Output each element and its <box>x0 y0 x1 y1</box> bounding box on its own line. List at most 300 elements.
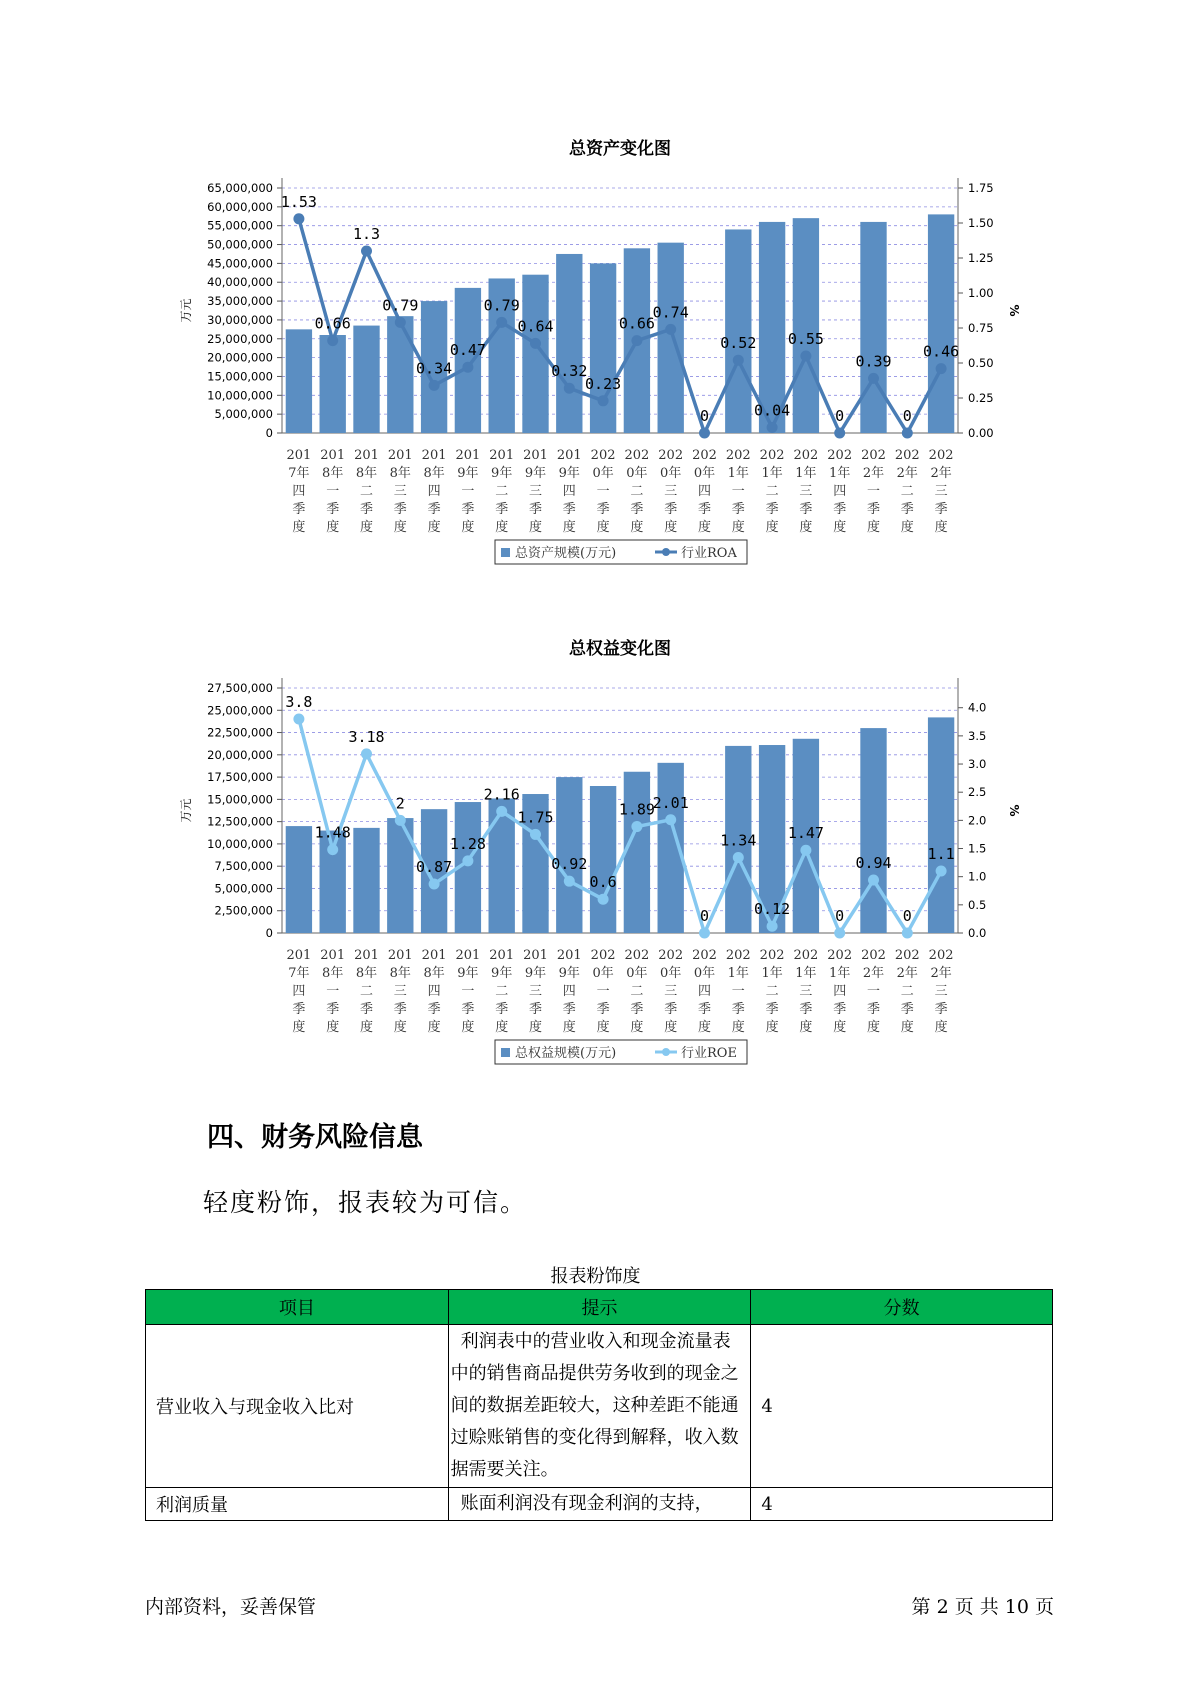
x-tick-label: 三 <box>528 984 543 999</box>
x-tick-label: 0年 <box>592 466 614 481</box>
line-point <box>767 921 778 932</box>
y-tick-label: 5,000,000 <box>214 407 273 422</box>
x-tick-label: 202 <box>793 448 819 463</box>
y-tick-label: 30,000,000 <box>207 312 273 327</box>
x-tick-label: 202 <box>827 448 853 463</box>
x-tick-label: 7年 <box>288 966 310 981</box>
y2-tick-label: 4.0 <box>968 700 987 715</box>
x-tick-label: 202 <box>590 448 616 463</box>
y2-tick-label: 0.25 <box>968 391 994 405</box>
line-point <box>733 852 744 863</box>
x-tick-label: 四 <box>427 984 441 999</box>
x-tick-label: 0年 <box>693 466 716 481</box>
x-tick-label: 8年 <box>423 966 445 981</box>
x-tick-label: 8年 <box>389 466 411 481</box>
y2-tick-label: 3.5 <box>968 728 987 743</box>
x-tick-label: 三 <box>799 984 813 999</box>
y-tick-label: 0 <box>265 926 273 940</box>
x-tick-label: 度 <box>562 520 576 535</box>
x-tick-label: 度 <box>934 1020 948 1035</box>
y-tick-label: 2,500,000 <box>214 903 273 918</box>
x-tick-label: 2年 <box>930 966 952 981</box>
x-tick-label: 季 <box>427 502 441 517</box>
y-tick-label: 45,000,000 <box>207 256 273 271</box>
y2-tick-label: 1.00 <box>968 286 994 300</box>
y-tick-label: 12,500,000 <box>207 814 273 829</box>
x-tick-label: 202 <box>894 948 920 963</box>
line-point <box>834 928 845 939</box>
bar <box>455 288 481 433</box>
line-point <box>496 806 507 817</box>
x-tick-label: 度 <box>393 1020 407 1035</box>
x-tick-label: 季 <box>934 502 948 517</box>
y-tick-label: 50,000,000 <box>207 237 273 252</box>
x-tick-label: 度 <box>934 520 948 535</box>
legend-line-marker <box>662 1048 670 1056</box>
bar <box>860 728 886 933</box>
x-tick-label: 201 <box>523 448 548 463</box>
x-tick-label: 度 <box>664 520 678 535</box>
chart-legend <box>495 540 747 564</box>
x-tick-label: 二 <box>765 484 779 499</box>
y2-tick-label: 0.5 <box>968 897 987 912</box>
data-label: 1.34 <box>720 831 757 850</box>
bar <box>860 222 886 433</box>
x-tick-label: 201 <box>354 448 379 463</box>
header-hint: 提示 <box>448 1290 751 1325</box>
data-label: 0.66 <box>618 314 655 333</box>
x-tick-label: 度 <box>664 1020 678 1035</box>
x-tick-label: 度 <box>799 520 813 535</box>
x-tick-label: 度 <box>866 1020 881 1035</box>
y-tick-label: 35,000,000 <box>207 294 273 309</box>
legend-line-marker <box>662 548 670 556</box>
x-tick-label: 1年 <box>727 966 749 981</box>
x-tick-label: 0年 <box>660 966 682 981</box>
bar <box>725 229 751 433</box>
data-label: 1.28 <box>449 834 486 853</box>
x-tick-label: 201 <box>387 948 413 963</box>
x-tick-label: 季 <box>292 502 306 517</box>
y-tick-label: 65,000,000 <box>207 181 273 195</box>
y-tick-label: 27,500,000 <box>207 681 273 695</box>
data-label: 0.04 <box>754 401 791 420</box>
x-tick-label: 四 <box>833 484 847 499</box>
y2-tick-label: 1.75 <box>968 181 994 195</box>
bar <box>286 826 312 933</box>
line-point <box>429 380 440 391</box>
x-tick-label: 度 <box>461 520 475 535</box>
x-tick-label: 季 <box>664 502 678 517</box>
line-point <box>530 829 541 840</box>
data-label: 0.6 <box>589 873 617 892</box>
y-tick-label: 17,500,000 <box>207 770 273 785</box>
x-tick-label: 度 <box>461 1020 475 1035</box>
x-tick-label: 1年 <box>795 466 817 481</box>
data-label: 0.52 <box>720 334 757 353</box>
bar <box>793 218 819 433</box>
y-tick-label: 20,000,000 <box>207 747 273 762</box>
data-label: 0.32 <box>551 362 588 381</box>
x-tick-label: 度 <box>833 520 847 535</box>
x-tick-label: 0年 <box>626 966 648 981</box>
x-tick-label: 季 <box>359 502 374 517</box>
x-tick-label: 201 <box>489 448 515 463</box>
y-tick-label: 15,000,000 <box>207 792 273 807</box>
x-tick-label: 三 <box>528 484 543 499</box>
x-tick-label: 三 <box>393 484 407 499</box>
x-tick-label: 季 <box>359 1002 374 1017</box>
x-tick-label: 度 <box>359 520 374 535</box>
x-tick-label: 202 <box>658 948 684 963</box>
data-label: 0.92 <box>551 855 588 874</box>
legend-bar-swatch <box>501 548 510 557</box>
line-point <box>462 855 473 866</box>
x-tick-label: 8年 <box>423 466 445 481</box>
row-score: 4 <box>751 1325 1053 1488</box>
x-tick-label: 201 <box>556 948 582 963</box>
line-point <box>902 428 913 439</box>
line-point <box>936 363 947 374</box>
legend-bar-label: 总权益规模(万元) <box>515 1046 617 1061</box>
x-tick-label: 2年 <box>896 466 918 481</box>
row-hint: 利润表中的营业收入和现金流量表中的销售商品提供劳务收到的现金之间的数据差距较大，这种差距不能通过赊账销售的变化得到解释，收入数据需要关注。 <box>448 1325 751 1488</box>
x-tick-label: 7年 <box>288 466 310 481</box>
x-tick-label: 8年 <box>322 966 344 981</box>
x-tick-label: 度 <box>697 1020 712 1035</box>
x-tick-label: 201 <box>489 948 515 963</box>
y2-tick-label: 3.0 <box>968 757 987 772</box>
x-tick-label: 202 <box>861 948 886 963</box>
x-tick-label: 201 <box>286 448 312 463</box>
x-tick-label: 二 <box>765 984 779 999</box>
x-tick-label: 2年 <box>930 466 952 481</box>
x-tick-label: 季 <box>833 502 847 517</box>
data-label: 1.89 <box>618 800 655 819</box>
x-tick-label: 季 <box>495 502 509 517</box>
x-tick-label: 三 <box>393 984 407 999</box>
data-label: 1.3 <box>352 225 381 243</box>
x-tick-label: 一 <box>596 484 610 499</box>
data-label: 0.79 <box>382 296 419 315</box>
x-tick-label: 0年 <box>626 466 648 481</box>
x-tick-label: 8年 <box>355 466 378 481</box>
x-tick-label: 季 <box>393 1002 407 1017</box>
legend-line-label: 行业ROE <box>681 1046 737 1061</box>
total-assets-chart-svg <box>0 130 1191 600</box>
x-tick-label: 季 <box>461 1002 475 1017</box>
footer-page-number: 第 2 页 共 10 页 <box>911 1596 1054 1618</box>
data-label: 0.39 <box>855 352 892 371</box>
y2-tick-label: 1.5 <box>968 841 987 856</box>
line-point <box>631 821 642 832</box>
table-row <box>146 1325 1053 1488</box>
data-label: 0 <box>835 407 845 425</box>
x-tick-label: 度 <box>292 520 306 535</box>
y2-tick-label: 0.75 <box>968 321 994 335</box>
line-point <box>496 317 507 328</box>
data-label: 2 <box>395 794 405 813</box>
x-tick-label: 202 <box>624 948 650 963</box>
x-tick-label: 度 <box>630 520 644 535</box>
table-row <box>146 1488 1053 1521</box>
x-tick-label: 1年 <box>761 966 783 981</box>
x-tick-label: 一 <box>596 984 610 999</box>
x-tick-label: 二 <box>900 484 914 499</box>
data-label: 2.01 <box>652 793 689 812</box>
line-point <box>936 866 947 877</box>
line-point <box>598 894 609 905</box>
y2-tick-label: 0.00 <box>968 426 994 440</box>
x-tick-label: 二 <box>495 984 509 999</box>
data-label: 0.79 <box>483 296 520 315</box>
line-point <box>395 815 406 826</box>
y-axis-title: 万元 <box>179 298 193 323</box>
legend-line-label: 行业ROA <box>681 546 737 561</box>
x-tick-label: 0年 <box>693 966 716 981</box>
chart-title: 总权益变化图 <box>569 639 671 659</box>
line-point <box>665 814 676 825</box>
x-tick-label: 度 <box>596 1020 610 1035</box>
bar <box>320 335 346 433</box>
x-tick-label: 202 <box>658 448 684 463</box>
x-tick-label: 季 <box>934 1002 948 1017</box>
header-item: 项目 <box>146 1290 449 1325</box>
row-item: 营业收入与现金收入比对 <box>146 1325 449 1488</box>
total-assets-chart <box>0 130 1191 600</box>
line-point <box>902 928 913 939</box>
x-tick-label: 季 <box>326 1002 340 1017</box>
x-tick-label: 季 <box>765 1002 779 1017</box>
x-tick-label: 度 <box>427 520 441 535</box>
bar <box>928 717 954 933</box>
line-point <box>800 351 811 362</box>
y-tick-label: 22,500,000 <box>207 725 273 740</box>
y-tick-label: 7,500,000 <box>214 859 273 874</box>
line-point <box>361 748 372 759</box>
x-tick-label: 1年 <box>829 466 851 481</box>
x-tick-label: 季 <box>866 502 881 517</box>
x-tick-label: 度 <box>765 1020 779 1035</box>
x-tick-label: 度 <box>292 1020 306 1035</box>
line-point <box>834 428 845 439</box>
x-tick-label: 四 <box>292 484 306 499</box>
x-tick-label: 202 <box>759 948 785 963</box>
x-tick-label: 四 <box>427 484 441 499</box>
bar <box>556 254 582 433</box>
data-label: 0.66 <box>314 314 351 333</box>
y-tick-label: 20,000,000 <box>207 350 273 365</box>
y-tick-label: 10,000,000 <box>207 388 273 403</box>
line-point <box>293 713 304 724</box>
bar <box>590 786 616 933</box>
x-tick-label: 度 <box>393 520 407 535</box>
x-tick-label: 度 <box>562 1020 576 1035</box>
x-tick-label: 一 <box>866 984 881 999</box>
x-tick-label: 度 <box>900 520 914 535</box>
data-label: 1.75 <box>517 808 554 827</box>
x-tick-label: 季 <box>731 1002 745 1017</box>
x-tick-label: 202 <box>793 948 819 963</box>
line-point <box>598 395 609 406</box>
y2-tick-label: 2.0 <box>968 813 987 828</box>
x-tick-label: 201 <box>387 448 413 463</box>
x-tick-label: 度 <box>495 1020 509 1035</box>
x-tick-label: 度 <box>866 520 881 535</box>
y-axis-title: 万元 <box>179 798 193 823</box>
y-tick-label: 55,000,000 <box>207 218 273 233</box>
x-tick-label: 四 <box>292 984 306 999</box>
data-label: 0.12 <box>754 900 791 919</box>
data-label: 0 <box>699 907 710 925</box>
line-point <box>395 317 406 328</box>
x-tick-label: 度 <box>427 1020 441 1035</box>
x-tick-label: 三 <box>664 484 678 499</box>
x-tick-label: 度 <box>765 520 779 535</box>
y-tick-label: 10,000,000 <box>207 836 273 851</box>
line-point <box>868 373 879 384</box>
total-equity-chart <box>0 630 1191 1100</box>
y-tick-label: 5,000,000 <box>214 881 273 896</box>
x-tick-label: 一 <box>326 984 340 999</box>
x-tick-label: 9年 <box>457 466 479 481</box>
x-tick-label: 季 <box>697 502 712 517</box>
x-tick-label: 9年 <box>524 466 547 481</box>
y-tick-label: 15,000,000 <box>207 369 273 384</box>
data-label: 0.34 <box>416 359 453 378</box>
y2-tick-label: 1.0 <box>968 869 987 884</box>
y2-tick-label: 0.50 <box>968 356 994 370</box>
x-tick-label: 0年 <box>660 466 682 481</box>
x-tick-label: 季 <box>596 1002 610 1017</box>
x-tick-label: 201 <box>354 948 379 963</box>
line-point <box>868 875 879 886</box>
x-tick-label: 9年 <box>558 966 580 981</box>
line-point <box>429 879 440 890</box>
x-tick-label: 度 <box>731 520 745 535</box>
x-tick-label: 三 <box>934 484 948 499</box>
data-label: 0 <box>902 907 912 925</box>
line-point <box>530 338 541 349</box>
x-tick-label: 9年 <box>491 966 513 981</box>
risk-table <box>145 1289 1053 1521</box>
line-point <box>665 324 676 335</box>
data-label: 1.48 <box>314 823 351 842</box>
x-tick-label: 二 <box>495 484 509 499</box>
x-tick-label: 季 <box>833 1002 847 1017</box>
x-tick-label: 202 <box>894 448 920 463</box>
data-label: 0 <box>835 907 845 925</box>
x-tick-label: 季 <box>731 502 745 517</box>
x-tick-label: 季 <box>562 502 576 517</box>
x-tick-label: 201 <box>455 948 481 963</box>
x-tick-label: 季 <box>393 502 407 517</box>
legend-bar-label: 总资产规模(万元) <box>515 546 617 561</box>
data-label: 0.74 <box>652 303 689 322</box>
x-tick-label: 季 <box>427 1002 441 1017</box>
x-tick-label: 三 <box>664 984 678 999</box>
y2-tick-label: 0.0 <box>968 926 987 940</box>
x-tick-label: 一 <box>461 484 475 499</box>
x-tick-label: 季 <box>292 1002 306 1017</box>
data-label: 0 <box>902 407 912 425</box>
data-label: 1.1 <box>927 845 955 864</box>
x-tick-label: 201 <box>320 948 346 963</box>
x-tick-label: 季 <box>528 1002 543 1017</box>
table-header-row <box>146 1290 1053 1325</box>
data-label: 0.94 <box>855 854 892 873</box>
x-tick-label: 一 <box>866 484 881 499</box>
x-tick-label: 2年 <box>896 966 918 981</box>
x-tick-label: 1年 <box>761 466 783 481</box>
y-tick-label: 60,000,000 <box>207 199 273 214</box>
x-tick-label: 度 <box>326 520 340 535</box>
line-point <box>733 355 744 366</box>
x-tick-label: 202 <box>692 448 717 463</box>
x-tick-label: 度 <box>495 520 509 535</box>
line-point <box>631 335 642 346</box>
data-label: 0.47 <box>449 341 486 360</box>
x-tick-label: 201 <box>421 448 447 463</box>
line-point <box>327 335 338 346</box>
x-tick-label: 季 <box>495 1002 509 1017</box>
x-tick-label: 二 <box>630 484 644 499</box>
bar <box>658 243 684 433</box>
row-score: 4 <box>751 1488 1053 1521</box>
x-tick-label: 202 <box>725 948 751 963</box>
data-label: 0.64 <box>517 317 554 336</box>
x-tick-label: 202 <box>827 948 853 963</box>
x-tick-label: 二 <box>359 484 374 499</box>
x-tick-label: 季 <box>900 502 914 517</box>
x-tick-label: 季 <box>799 502 813 517</box>
line-point <box>564 383 575 394</box>
x-tick-label: 202 <box>624 448 650 463</box>
row-item: 利润质量 <box>146 1488 449 1521</box>
x-tick-label: 度 <box>528 1020 543 1035</box>
line-point <box>564 876 575 887</box>
line-point <box>327 844 338 855</box>
x-tick-label: 四 <box>562 984 576 999</box>
x-tick-label: 9年 <box>524 966 547 981</box>
x-tick-label: 2年 <box>862 466 885 481</box>
x-tick-label: 201 <box>421 948 447 963</box>
x-tick-label: 202 <box>725 448 751 463</box>
x-tick-label: 季 <box>326 502 340 517</box>
x-tick-label: 201 <box>286 948 312 963</box>
x-tick-label: 202 <box>928 948 954 963</box>
y-tick-label: 25,000,000 <box>207 331 273 346</box>
x-tick-label: 季 <box>630 502 644 517</box>
x-tick-label: 8年 <box>322 466 344 481</box>
x-tick-label: 季 <box>866 1002 881 1017</box>
table-caption: 报表粉饰度 <box>550 1266 641 1287</box>
data-label: 0.46 <box>923 342 960 361</box>
x-tick-label: 度 <box>900 1020 914 1035</box>
total-equity-chart-svg <box>0 630 1191 1100</box>
data-label: 0.55 <box>787 330 824 348</box>
y-tick-label: 40,000,000 <box>207 275 273 290</box>
x-tick-label: 1年 <box>829 966 851 981</box>
x-tick-label: 四 <box>833 984 847 999</box>
section-title: 四、财务风险信息 <box>207 1122 423 1153</box>
bar <box>387 316 413 433</box>
legend-bar-swatch <box>501 1048 510 1057</box>
bar <box>590 263 616 433</box>
x-tick-label: 2年 <box>862 966 885 981</box>
x-tick-label: 8年 <box>389 966 411 981</box>
y2-axis-title: % <box>1007 804 1021 817</box>
